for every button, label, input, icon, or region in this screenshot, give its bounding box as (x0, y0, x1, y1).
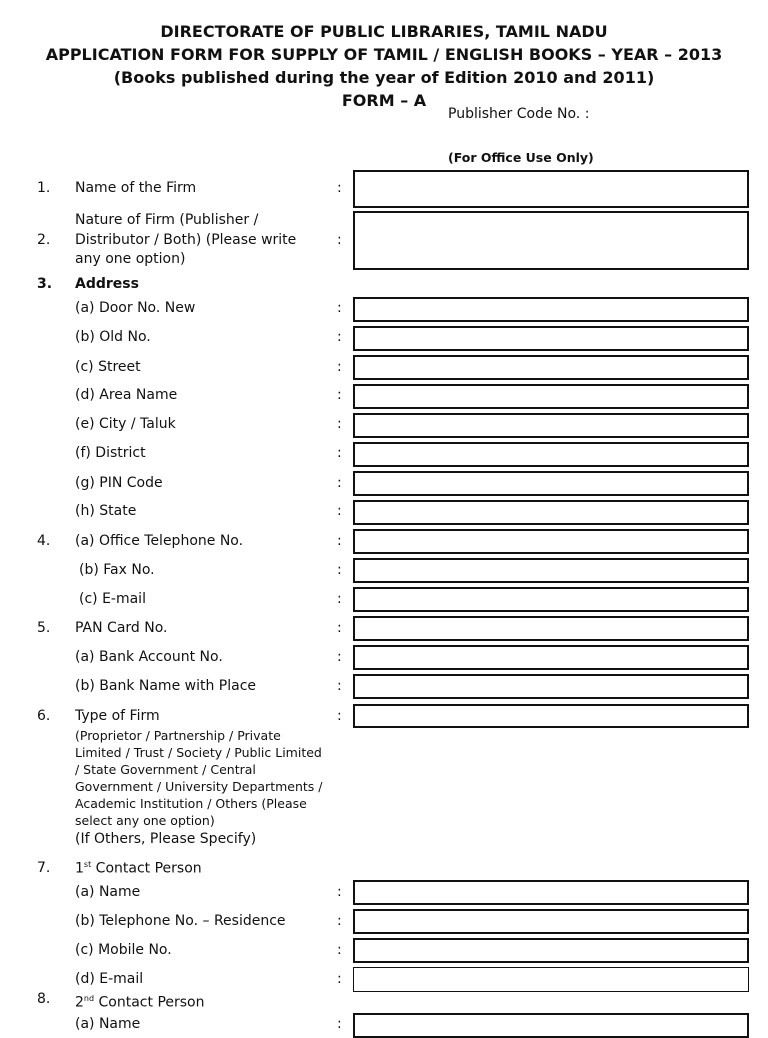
contact1-telephone-field[interactable] (353, 909, 749, 934)
colon: : (337, 708, 342, 724)
street-label: (c) Street (75, 359, 141, 375)
title-line-3: (Books published during the year of Edition 2010 and 2011) (113, 68, 655, 87)
title-line-2: APPLICATION FORM FOR SUPPLY OF TAMIL / ENGLISH BOOKS – YEAR – 2013 (45, 45, 723, 64)
state-label: (h) State (75, 503, 137, 519)
colon: : (337, 884, 342, 900)
colon: : (337, 913, 342, 929)
item-number: 2. (37, 232, 51, 248)
area-name-field[interactable] (353, 384, 749, 409)
item-number: 5. (37, 620, 51, 636)
colon: : (337, 180, 342, 196)
area-name-label: (d) Area Name (75, 387, 178, 403)
contact2-name-field[interactable] (353, 1013, 749, 1038)
colon: : (337, 1016, 342, 1032)
colon: : (337, 620, 342, 636)
colon: : (337, 533, 342, 549)
colon: : (337, 359, 342, 375)
office-telephone-field[interactable] (353, 529, 749, 554)
email-field[interactable] (353, 587, 749, 612)
district-label: (f) District (75, 445, 146, 461)
nature-of-firm-field[interactable] (353, 211, 749, 270)
district-field[interactable] (353, 442, 749, 467)
colon: : (337, 475, 342, 491)
item-number: 3. (37, 276, 53, 292)
office-use-label: (For Office Use Only) (448, 150, 594, 165)
item-number: 8. (37, 991, 51, 1007)
colon: : (337, 329, 342, 345)
type-of-firm-field[interactable] (353, 704, 749, 728)
email-label: (c) E-mail (79, 591, 146, 607)
door-no-label: (a) Door No. New (75, 300, 196, 316)
contact1-mobile-label: (c) Mobile No. (75, 942, 172, 958)
colon: : (337, 591, 342, 607)
item-number: 1. (37, 180, 51, 196)
office-telephone-label: (a) Office Telephone No. (75, 533, 244, 549)
colon: : (337, 942, 342, 958)
city-label: (e) City / Taluk (75, 416, 176, 432)
publisher-code-label: Publisher Code No. : (448, 106, 590, 122)
type-others-label: (If Others, Please Specify) (75, 831, 257, 847)
contact1-name-field[interactable] (353, 880, 749, 905)
colon: : (337, 445, 342, 461)
colon: : (337, 562, 342, 578)
contact2-name-label: (a) Name (75, 1016, 141, 1032)
type-of-firm-options: (Proprietor / Partnership / Private Limited / Trust / Society / Public Limited / State Government / Central Government / University Departments / Academic Institution / Others (Please select any one option) (75, 728, 323, 828)
colon: : (337, 971, 342, 987)
colon: : (337, 300, 342, 316)
old-no-field[interactable] (353, 326, 749, 351)
title-line-1: DIRECTORATE OF PUBLIC LIBRARIES, TAMIL NADU (160, 22, 608, 41)
contact-person-1-heading: 1st Contact Person (75, 860, 202, 877)
item-number: 4. (37, 533, 51, 549)
bank-account-field[interactable] (353, 645, 749, 670)
bank-name-label: (b) Bank Name with Place (75, 678, 257, 694)
address-heading: Address (75, 276, 139, 292)
colon: : (337, 649, 342, 665)
street-field[interactable] (353, 355, 749, 380)
pin-code-label: (g) PIN Code (75, 475, 163, 491)
pan-card-label: PAN Card No. (75, 620, 168, 636)
nature-label-line1: Nature of Firm (Publisher / (75, 212, 259, 228)
colon: : (337, 678, 342, 694)
old-no-label: (b) Old No. (75, 329, 151, 345)
contact1-email-field[interactable] (353, 967, 749, 992)
type-of-firm-label: Type of Firm (75, 708, 160, 724)
colon: : (337, 503, 342, 519)
bank-account-label: (a) Bank Account No. (75, 649, 223, 665)
contact1-name-label: (a) Name (75, 884, 141, 900)
firm-name-label: Name of the Firm (75, 180, 197, 196)
state-field[interactable] (353, 500, 749, 525)
contact-person-2-heading: 2nd Contact Person (75, 994, 205, 1011)
door-no-field[interactable] (353, 297, 749, 322)
contact1-mobile-field[interactable] (353, 938, 749, 963)
item-number: 7. (37, 860, 51, 876)
pan-card-field[interactable] (353, 616, 749, 641)
nature-label-line3: any one option) (75, 251, 186, 267)
item-number: 6. (37, 708, 51, 724)
contact1-email-label: (d) E-mail (75, 971, 144, 987)
colon: : (337, 232, 342, 248)
fax-no-field[interactable] (353, 558, 749, 583)
bank-name-field[interactable] (353, 674, 749, 699)
contact1-telephone-label: (b) Telephone No. – Residence (75, 913, 286, 929)
pin-code-field[interactable] (353, 471, 749, 496)
city-field[interactable] (353, 413, 749, 438)
colon: : (337, 387, 342, 403)
colon: : (337, 416, 342, 432)
fax-no-label: (b) Fax No. (79, 562, 155, 578)
firm-name-field[interactable] (353, 170, 749, 208)
nature-label-line2: Distributor / Both) (Please write (75, 232, 297, 248)
form-label: FORM – A (341, 91, 427, 110)
